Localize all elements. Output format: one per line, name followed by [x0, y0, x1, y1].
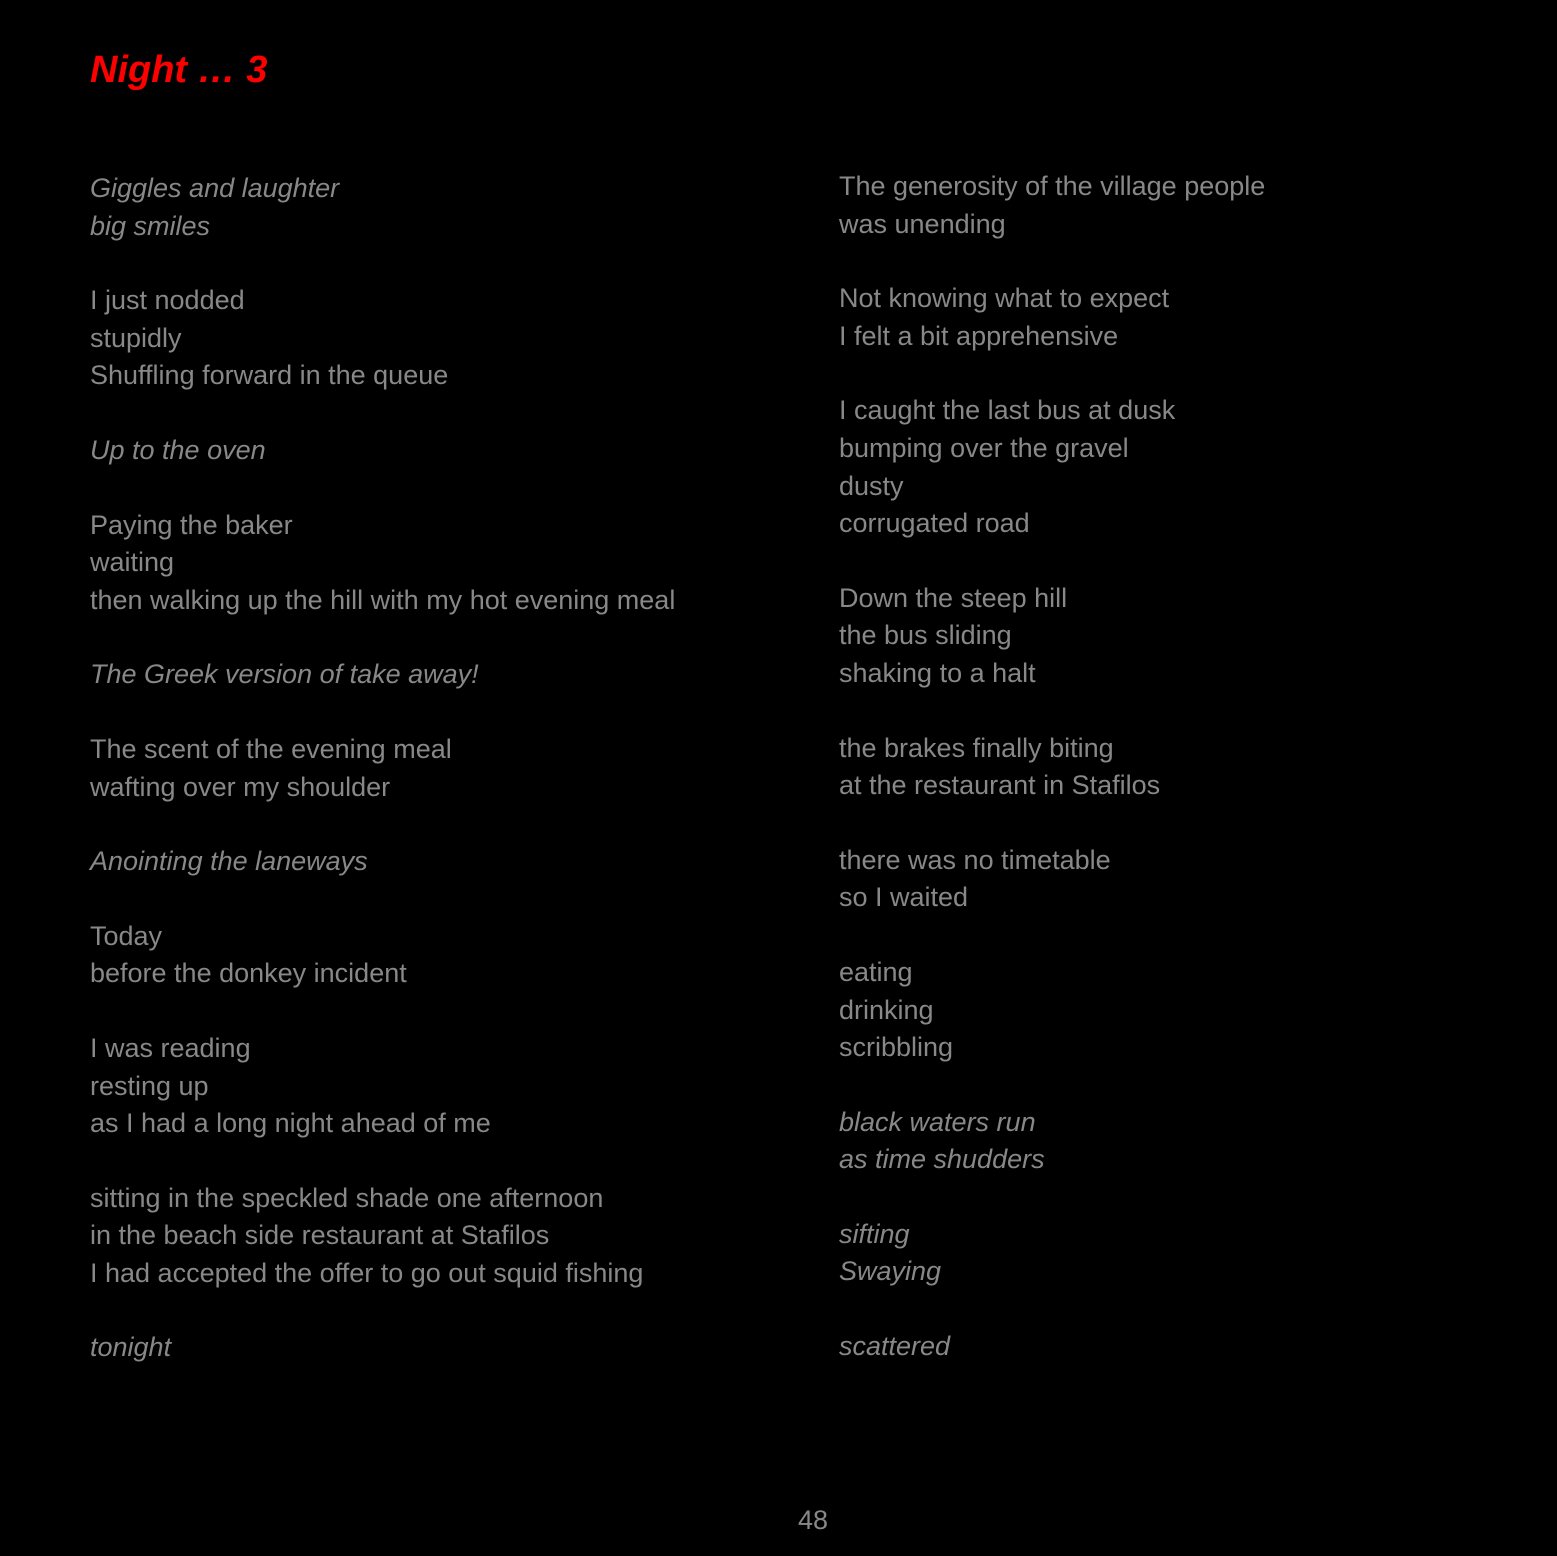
poem-line: then walking up the hill with my hot evening meal: [90, 584, 676, 615]
stanza: [90, 843, 750, 881]
poem-line: I had accepted the offer to go out squid fishing: [90, 1257, 644, 1288]
poem-line: scribbling: [839, 1032, 954, 1063]
poem-line: The generosity of the village people: [839, 171, 1266, 201]
stanza: [839, 580, 1499, 693]
poem-line: resting up: [90, 1070, 209, 1101]
poem-line: black waters run: [839, 1106, 1036, 1137]
poem-line: tonight: [90, 1332, 172, 1363]
stanza: [839, 392, 1499, 542]
poem-line: the bus sliding: [839, 620, 1012, 651]
poem-line: Anointing the laneways: [90, 846, 368, 877]
stanza: [839, 954, 1499, 1067]
poem-line: Up to the oven: [90, 434, 266, 465]
poem-line: as time shudders: [839, 1144, 1045, 1175]
poem-left-column: [90, 170, 750, 1404]
poem-line: Today: [90, 920, 163, 951]
poem-line: stupidly: [90, 322, 182, 353]
stanza: [90, 432, 750, 470]
poem-line: there was no timetable: [839, 844, 1111, 875]
poem-line: sitting in the speckled shade one afternoon: [90, 1182, 604, 1213]
poem-line: before the donkey incident: [90, 958, 407, 989]
poem-line: Not knowing what to expect: [839, 283, 1170, 314]
poem-line: The scent of the evening meal: [90, 733, 452, 764]
page-number: 48: [797, 1505, 829, 1535]
stanza: [90, 507, 750, 620]
stanza: [90, 1329, 750, 1367]
poem-line: was unending: [839, 208, 1006, 239]
stanza: [90, 1030, 750, 1143]
poem-line: eating: [839, 956, 913, 987]
poem-line: Swaying: [839, 1256, 942, 1287]
poem-line: drinking: [839, 994, 934, 1025]
stanza: [839, 842, 1499, 917]
stanza: [839, 1216, 1499, 1291]
poem-line: so I waited: [839, 882, 969, 913]
poem-right-column: [839, 168, 1499, 1403]
poem-line: Shuffling forward in the queue: [90, 360, 449, 391]
poem-line: bumping over the gravel: [839, 432, 1129, 463]
poem-line: dusty: [839, 470, 904, 501]
poem-line: I caught the last bus at dusk: [839, 395, 1176, 426]
poem-line: I was reading: [90, 1032, 251, 1063]
stanza: [839, 730, 1499, 805]
stanza: [839, 1104, 1499, 1179]
poem-line: sifting: [839, 1218, 910, 1249]
poem-line: wafting over my shoulder: [90, 771, 391, 802]
poem-line: as I had a long night ahead of me: [90, 1108, 491, 1139]
poem-line: shaking to a halt: [839, 657, 1036, 688]
poem-line: Paying the baker: [90, 509, 293, 540]
poem-line: scattered: [839, 1331, 951, 1362]
stanza: [90, 170, 750, 245]
stanza: [90, 1180, 750, 1293]
poem-line: I just nodded: [90, 285, 245, 316]
stanza: [90, 282, 750, 395]
stanza: [90, 918, 750, 993]
poem-line: in the beach side restaurant at Stafilos: [90, 1220, 550, 1251]
stanza: [839, 1328, 1499, 1366]
poem-line: Giggles and laughter: [90, 173, 340, 203]
poem-line: corrugated road: [839, 508, 1030, 539]
stanza: [839, 168, 1499, 243]
poem-line: waiting: [90, 547, 175, 578]
poem-line: Down the steep hill: [839, 582, 1068, 613]
stanza: [839, 280, 1499, 355]
stanza: [90, 731, 750, 806]
stanza: [90, 656, 750, 694]
poem-line: The Greek version of take away!: [90, 659, 479, 690]
poem-line: big smiles: [90, 210, 211, 241]
poem-line: the brakes finally biting: [839, 732, 1114, 763]
page-title: Night … 3: [90, 49, 268, 91]
poem-line: at the restaurant in Stafilos: [839, 770, 1161, 801]
poem-line: I felt a bit apprehensive: [839, 320, 1119, 351]
